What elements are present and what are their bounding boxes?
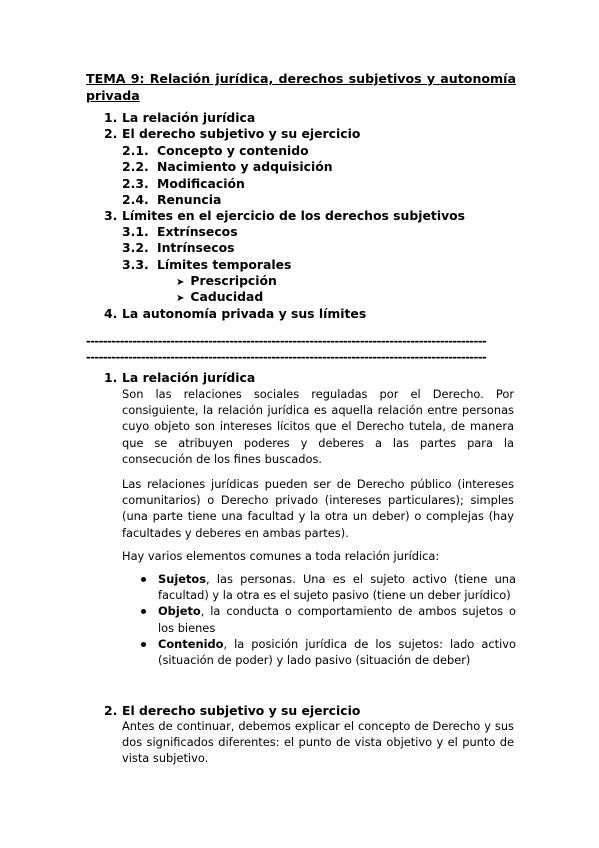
toc-item-4: 4. La autonomía privada y sus límites xyxy=(104,306,367,321)
separator-line: ----------------------------------------------------------------------------------------------- xyxy=(86,334,487,348)
arrow-bullet-icon: ➤ xyxy=(176,277,185,288)
toc-item-2-1: 2.1. Concepto y contenido xyxy=(122,143,309,158)
section-2-heading: 2. El derecho subjetivo y su ejercicio xyxy=(104,703,361,718)
toc-item-2-3: 2.3. Modificación xyxy=(122,176,245,191)
section-1-paragraph-2: Las relaciones jurídicas pueden ser de Derecho público (intereses comunitarios) o Derecho privado (intereses particulares); simples (una parte tiene una facultad y la otra un deber) o complejas (hay facultades y deberes en ambas partes). xyxy=(122,477,514,540)
toc-item-3-3-caducidad: ➤ Caducidad xyxy=(176,289,264,304)
toc-item-2: 2. El derecho subjetivo y su ejercicio xyxy=(104,126,361,141)
section-1-paragraph-1: Son las relaciones sociales reguladas por el Derecho. Por consiguiente, la relación jurídica es aquella relación entre personas cuyo objeto son intereses lícitos que el Derecho tutela, de manera que se atribuyen poderes y deberes a las partes para la consecución de los fines buscados. xyxy=(122,387,514,466)
list-item: Objeto, la conducta o comportamiento de ambos sujetos o los bienes xyxy=(141,603,516,635)
list-item: Contenido, la posición jurídica de los sujetos: lado activo (situación de poder) y lado pasivo (situación de deber) xyxy=(141,636,516,668)
toc-item-2-4: 2.4. Renuncia xyxy=(122,192,222,207)
arrow-bullet-icon: ➤ xyxy=(176,293,185,304)
bullet-dot-icon xyxy=(141,609,146,614)
toc-item-3: 3. Límites en el ejercicio de los derechos subjetivos xyxy=(104,208,466,223)
toc-item-3-3-prescripcion: ➤ Prescripción xyxy=(176,273,277,288)
toc-item-3-1: 3.1. Extrínsecos xyxy=(122,224,238,239)
toc-item-3-3: 3.3. Límites temporales xyxy=(122,257,292,272)
section-1-heading: 1. La relación jurídica xyxy=(104,370,256,385)
toc-item-3-2: 3.2. Intrínsecos xyxy=(122,240,235,255)
elements-list xyxy=(141,571,516,668)
section-1-paragraph-3: Hay varios elementos comunes a toda relación jurídica: xyxy=(122,549,440,563)
separator-line-continued: ----------------------------------------------------------------------------------------------- xyxy=(86,350,487,364)
bullet-dot-icon xyxy=(141,642,146,647)
document-title: TEMA 9: Relación jurídica, derechos subjetivos y autonomía privada xyxy=(86,71,516,103)
list-item: Sujetos, las personas. Una es el sujeto activo (tiene una facultad) y la otra es el sujeto pasivo (tiene un deber jurídico) xyxy=(141,571,516,603)
bullet-dot-icon xyxy=(141,577,146,582)
section-2-paragraph-1: Antes de continuar, debemos explicar el concepto de Derecho y sus dos significados diferentes: el punto de vista objetivo y el punto de vista subjetivo. xyxy=(122,719,514,766)
toc-item-2-2: 2.2. Nacimiento y adquisición xyxy=(122,159,333,174)
toc-item-1: 1. La relación jurídica xyxy=(104,110,256,125)
